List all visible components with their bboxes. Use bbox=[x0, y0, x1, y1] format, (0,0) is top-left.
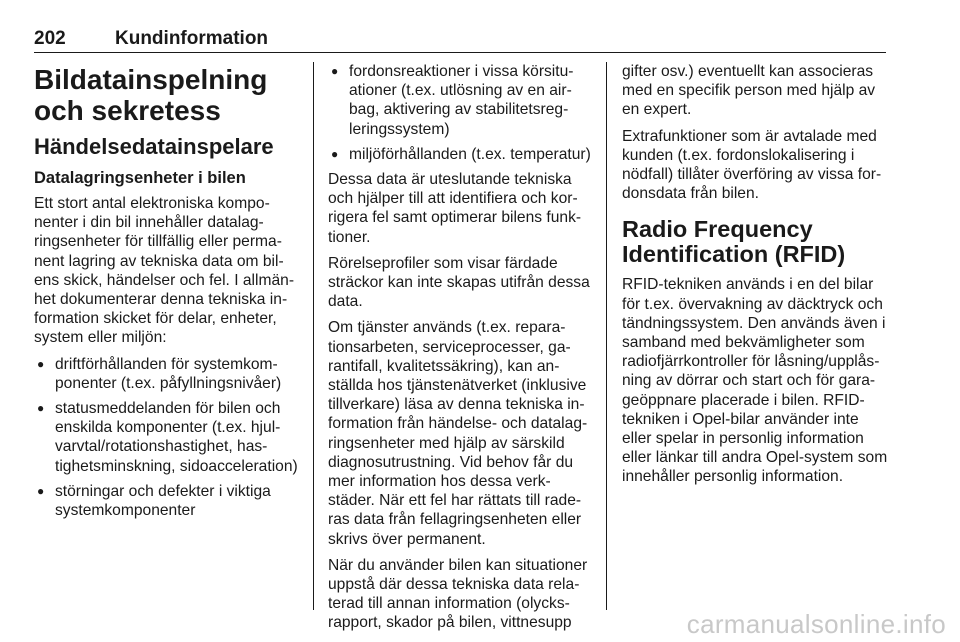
bullet-list bbox=[34, 355, 302, 521]
section-heading: Händelsedatainspelare bbox=[34, 134, 274, 159]
chapter-heading: Bildatainspelning och sekretess bbox=[34, 64, 268, 126]
rfid-heading: Radio Frequency Identification (RFID) bbox=[622, 216, 846, 268]
list-item: ● miljöförhållanden (t.ex. temperatur) bbox=[328, 145, 592, 164]
list-item: ● driftförhållanden för systemkomponenter (t.ex. påfyllningsnivåer) bbox=[34, 355, 302, 393]
column-2 bbox=[328, 62, 592, 640]
paragraph: Rörelseprofiler som visar färdade sträckor kan inte skapas utifrån dessa data. bbox=[328, 254, 590, 311]
paragraph: Om tjänster används (t.ex. reparationsarbeten, serviceprocesser, garantifall, kvalitetssäkring), kan anställda hos tjänstenätverket (inklusive tillverkare) läsa av denna tekniska information från händelse- och datalagringsenheter med hjälp av särskild diagnosutrustning. Vid behov får du mer information hos dessa verkstäder. När ett fel har rättats till raderas data från fellagringsenheten eller skrivs över permanent. bbox=[328, 319, 588, 548]
column-1 bbox=[34, 62, 302, 526]
subsection-heading: Datalagringsenheter i bilen bbox=[34, 169, 246, 187]
rfid-paragraph: RFID-tekniken används i en del bilar för t.ex. övervakning av däcktryck och tändningssystem. Den används även i samband med bekvämligheter som radiofjärrkontroller för låsning/upplåsning av dörrar och start och för garageöppnare placerade i bilen. RFID-tekniken i Opel-bilar använder inte eller spelar in personlig information eller länkar till andra Opel-system som innehåller personlig information. bbox=[622, 276, 888, 486]
paragraph: Extrafunktioner som är avtalade med kunden (t.ex. fordonslokalisering i nödfall) tillåter överföring av vissa fordonsdata från bilen. bbox=[622, 127, 882, 203]
paragraph: När du använder bilen kan situationer uppstå där dessa tekniska data relaterad till annan information (olycksrapport, skador på bilen, vittnesupp bbox=[328, 556, 588, 632]
list-item: ● fordonsreaktioner i vissa körsituationer (t.ex. utlösning av en airbag, aktivering av stabilitetsregleringssystem) bbox=[328, 62, 592, 139]
list-item: ● statusmeddelanden för bilen och enskilda komponenter (t.ex. hjulvarvtal/rotationshastighet, hastighetsminskning, sidoacceleration) bbox=[34, 399, 302, 476]
section-title: Kundinformation bbox=[115, 28, 269, 49]
watermark: carmanualsonline.info bbox=[686, 609, 946, 639]
page-header bbox=[34, 26, 886, 53]
column-divider-2 bbox=[606, 62, 607, 610]
page-number: 202 bbox=[34, 28, 66, 49]
paragraph: gifter osv.) eventuellt kan associeras med en specifik person med hjälp av en expert. bbox=[622, 63, 876, 119]
column-3 bbox=[622, 62, 888, 494]
intro-paragraph: Ett stort antal elektroniska komponenter i din bil innehåller datalagringsenheter för tillfällig eller permanent lagring av tekniska data om bilens skick, händelser och fel. I allmänhet dokumenterar denna tekniska information skicket för delar, enheter, system eller miljön: bbox=[34, 195, 295, 347]
bullet-list bbox=[328, 62, 592, 164]
paragraph: Dessa data är uteslutande tekniska och hjälper till att identifiera och korrigera fel samt optimerar bilens funktioner. bbox=[328, 171, 582, 246]
list-item: ● störningar och defekter i viktiga systemkomponenter bbox=[34, 482, 302, 520]
column-divider-1 bbox=[313, 62, 314, 610]
